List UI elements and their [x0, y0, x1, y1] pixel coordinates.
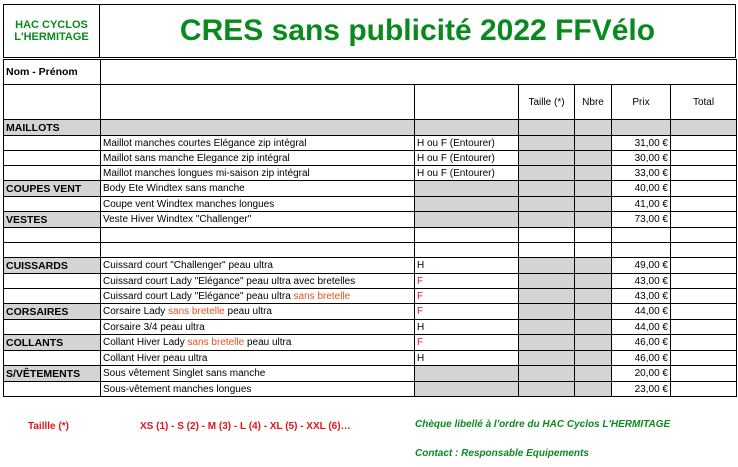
spacer-cell [101, 243, 415, 258]
item-option [415, 181, 519, 197]
size-input-cell[interactable] [519, 274, 575, 289]
item-description: Cuissard court "Challenger" peau ultra [101, 258, 415, 274]
category-label: VESTES [4, 212, 101, 228]
category-label: COUPES VENT [4, 181, 101, 197]
category-row [4, 258, 737, 274]
column-size: Taille (*) [519, 85, 575, 120]
category-label: CORSAIRES [4, 304, 101, 320]
item-option: F [415, 289, 519, 304]
spacer-cell [575, 243, 612, 258]
item-option: F [415, 304, 519, 320]
total-cell [671, 351, 737, 366]
total-cell [671, 335, 737, 351]
total-cell [671, 136, 737, 151]
spacer-cell [612, 243, 671, 258]
qty-input-cell[interactable] [575, 289, 612, 304]
size-input-cell[interactable] [519, 166, 575, 181]
item-price: 73,00 € [612, 212, 671, 228]
category-blank-cell [4, 382, 101, 397]
size-input-cell[interactable] [519, 335, 575, 351]
size-input-cell[interactable] [519, 181, 575, 197]
item-option [415, 366, 519, 382]
category-fill-cell [415, 120, 519, 136]
total-cell [671, 320, 737, 335]
spacer-cell [575, 228, 612, 243]
item-row [4, 166, 737, 181]
qty-input-cell[interactable] [575, 197, 612, 212]
spacer-cell [4, 228, 101, 243]
qty-input-cell[interactable] [575, 304, 612, 320]
size-input-cell[interactable] [519, 351, 575, 366]
category-row [4, 335, 737, 351]
item-description [101, 335, 415, 351]
qty-input-cell[interactable] [575, 136, 612, 151]
category-blank-cell [4, 274, 101, 289]
qty-input-cell[interactable] [575, 320, 612, 335]
club-line-1: HAC CYCLOS [15, 19, 88, 31]
item-price: 23,00 € [612, 382, 671, 397]
total-cell [671, 258, 737, 274]
item-option [415, 382, 519, 397]
category-fill-cell [519, 120, 575, 136]
item-description: Maillot sans manche Elegance zip intégral [101, 151, 415, 166]
accent-text: sans bretelle [168, 306, 225, 317]
item-description: Maillot manches courtes Elégance zip intégral [101, 136, 415, 151]
qty-input-cell[interactable] [575, 212, 612, 228]
item-description [101, 304, 415, 320]
item-description [101, 289, 415, 304]
category-blank-cell [4, 197, 101, 212]
name-row [4, 60, 737, 85]
category-row [4, 304, 737, 320]
spacer-row [4, 243, 737, 258]
item-row [4, 151, 737, 166]
category-fill-cell [612, 120, 671, 136]
category-fill-cell [101, 120, 415, 136]
size-input-cell[interactable] [519, 320, 575, 335]
description-part: Collant Hiver Lady [103, 337, 188, 348]
total-cell [671, 197, 737, 212]
total-cell [671, 289, 737, 304]
size-input-cell[interactable] [519, 304, 575, 320]
header-desc-cell [101, 85, 415, 120]
total-cell [671, 151, 737, 166]
spacer-cell [671, 228, 737, 243]
qty-input-cell[interactable] [575, 166, 612, 181]
category-blank-cell [4, 151, 101, 166]
item-option [415, 212, 519, 228]
size-input-cell[interactable] [519, 382, 575, 397]
item-option: H [415, 320, 519, 335]
size-input-cell[interactable] [519, 136, 575, 151]
accent-text: sans bretelle [293, 290, 351, 302]
item-option: H [415, 351, 519, 366]
header [3, 4, 736, 58]
spacer-cell [415, 243, 519, 258]
total-cell [671, 212, 737, 228]
item-price: 49,00 € [612, 258, 671, 274]
item-description: Cuissard court Lady "Elégance" peau ultra avec bretelles [101, 274, 415, 289]
item-price: 43,00 € [612, 274, 671, 289]
item-description: Sous vêtement Singlet sans manche [101, 366, 415, 382]
description-part: peau ultra [244, 337, 292, 348]
item-description: Body Ete Windtex sans manche [101, 181, 415, 197]
item-price: 33,00 € [612, 166, 671, 181]
item-price: 44,00 € [612, 320, 671, 335]
spacer-cell [671, 243, 737, 258]
contact-note: Contact : Responsable Equipements [415, 448, 589, 459]
item-price: 41,00 € [612, 197, 671, 212]
qty-input-cell[interactable] [575, 274, 612, 289]
item-description: Sous-vêtement manches longues [101, 382, 415, 397]
spacer-cell [612, 228, 671, 243]
header-blank-cell [4, 85, 101, 120]
cheque-note: Chèque libellé à l'ordre du HAC Cyclos L'HERMITAGE [415, 419, 671, 430]
size-input-cell[interactable] [519, 366, 575, 382]
spacer-cell [415, 228, 519, 243]
item-row [4, 289, 737, 304]
category-label: CUISSARDS [4, 258, 101, 274]
item-row [4, 274, 737, 289]
item-price: 30,00 € [612, 151, 671, 166]
size-input-cell[interactable] [519, 197, 575, 212]
item-price: 20,00 € [612, 366, 671, 382]
category-row [4, 366, 737, 382]
item-row [4, 320, 737, 335]
footer [0, 412, 738, 467]
column-header-row [4, 85, 737, 120]
item-price: 46,00 € [612, 351, 671, 366]
size-input-cell[interactable] [519, 258, 575, 274]
spacer-cell [519, 228, 575, 243]
item-option: H ou F (Entourer) [415, 151, 519, 166]
item-row [4, 382, 737, 397]
item-description: Coupe vent Windtex manches longues [101, 197, 415, 212]
spacer-row [4, 228, 737, 243]
category-blank-cell [4, 289, 101, 304]
order-table [3, 59, 737, 397]
item-price: 43,00 € [612, 289, 671, 304]
item-option: H ou F (Entourer) [415, 136, 519, 151]
name-label: Nom - Prénom [4, 60, 101, 85]
spacer-cell [4, 243, 101, 258]
qty-input-cell[interactable] [575, 351, 612, 366]
total-cell [671, 274, 737, 289]
item-price: 31,00 € [612, 136, 671, 151]
qty-input-cell[interactable] [575, 181, 612, 197]
category-blank-cell [4, 351, 101, 366]
category-fill-cell [575, 120, 612, 136]
qty-input-cell[interactable] [575, 258, 612, 274]
spacer-cell [519, 243, 575, 258]
qty-input-cell[interactable] [575, 335, 612, 351]
category-label: MAILLOTS [4, 120, 101, 136]
category-label: S/VÊTEMENTS [4, 366, 101, 382]
item-option: H ou F (Entourer) [415, 166, 519, 181]
item-price: 40,00 € [612, 181, 671, 197]
size-legend-label: Taillle (*) [28, 421, 69, 432]
item-price: 46,00 € [612, 335, 671, 351]
column-total: Total [671, 85, 737, 120]
column-qty: Nbre [575, 85, 612, 120]
item-option: F [415, 335, 519, 351]
category-label: COLLANTS [4, 335, 101, 351]
item-price: 44,00 € [612, 304, 671, 320]
qty-input-cell[interactable] [575, 382, 612, 397]
name-input-cell[interactable] [101, 60, 737, 85]
item-description: Veste Hiver Windtex "Challenger" [101, 212, 415, 228]
category-row [4, 212, 737, 228]
club-line-2: L'HERMITAGE [14, 31, 89, 43]
size-input-cell[interactable] [519, 212, 575, 228]
total-cell [671, 366, 737, 382]
description-part: Corsaire Lady [103, 306, 169, 317]
qty-input-cell[interactable] [575, 151, 612, 166]
total-cell [671, 166, 737, 181]
size-input-cell[interactable] [519, 289, 575, 304]
category-blank-cell [4, 166, 101, 181]
category-blank-cell [4, 320, 101, 335]
item-row [4, 197, 737, 212]
size-legend: XS (1) - S (2) - M (3) - L (4) - XL (5) - XXL (6)… [140, 421, 351, 432]
item-description: Corsaire 3/4 peau ultra [101, 320, 415, 335]
total-cell [671, 382, 737, 397]
order-table-body [4, 60, 737, 397]
qty-input-cell[interactable] [575, 366, 612, 382]
description-part: Cuissard court Lady "Elégance" peau ultra [103, 290, 294, 302]
description-part: peau ultra [224, 306, 272, 317]
total-cell [671, 304, 737, 320]
item-description: Collant Hiver peau ultra [101, 351, 415, 366]
item-option [415, 197, 519, 212]
total-cell [671, 181, 737, 197]
document-title: CRES sans publicité 2022 FFVélo [100, 4, 736, 58]
header-option-cell [415, 85, 519, 120]
club-name-box [3, 4, 100, 58]
category-fill-cell [671, 120, 737, 136]
item-option: F [415, 274, 519, 289]
category-row [4, 120, 737, 136]
item-row [4, 136, 737, 151]
spacer-cell [101, 228, 415, 243]
item-description: Maillot manches longues mi-saison zip intégral [101, 166, 415, 181]
category-blank-cell [4, 136, 101, 151]
column-price: Prix [612, 85, 671, 120]
size-input-cell[interactable] [519, 151, 575, 166]
item-option: H [415, 258, 519, 274]
item-row [4, 351, 737, 366]
category-row [4, 181, 737, 197]
accent-text: sans bretelle [187, 337, 245, 348]
